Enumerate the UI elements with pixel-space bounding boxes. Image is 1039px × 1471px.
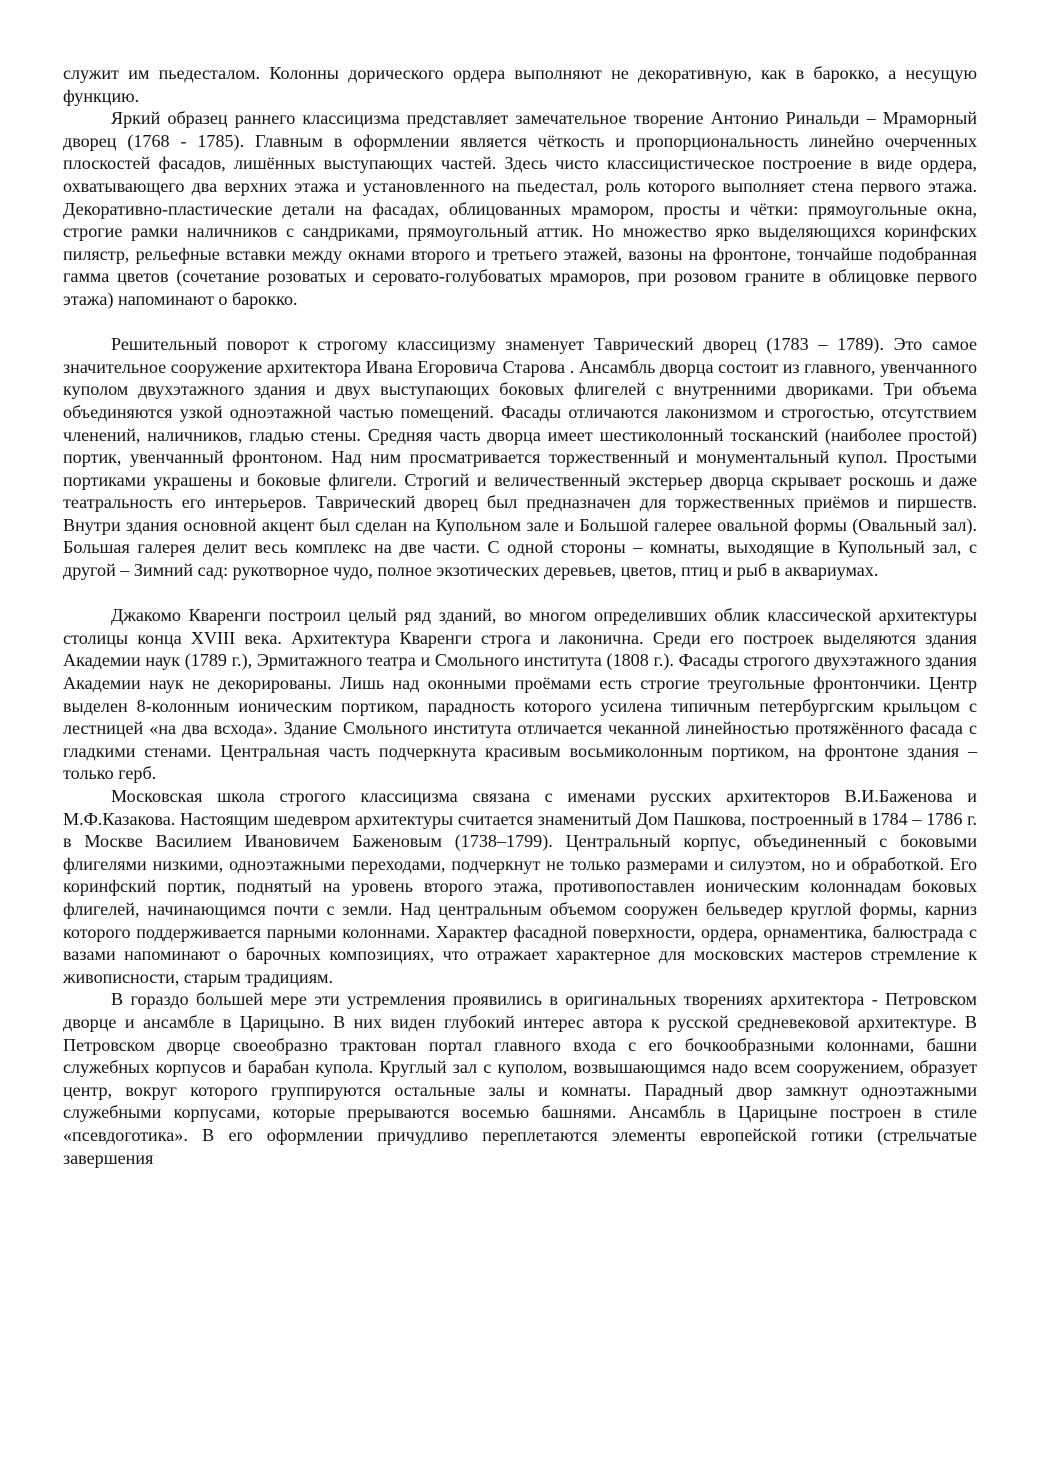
paragraph-quarenghi: Джакомо Кваренги построил целый ряд зданий, во многом определивших облик классической архитектуры столицы конца XVIII века. Архитектура Кваренги строга и лаконична. Среди его построек выделяются здания Академии наук (1789 г.), Эрмитажного театра и Смольного института (1808 г.). Фасады строгого двухэтажного здания Академии наук не декорированы. Лишь над оконными проёмами есть строгие треугольные фронтончики. Центр выделен 8-колонным ионическим портиком, парадность которого усилена типичным петербургским крыльцом с лестницей «на два всхода». Здание Смольного института отличается чеканной линейностью протяжённого фасада с гладкими стенами. Центральная часть подчеркнута красивым восьмиколонным портиком, на фронтоне здания – только герб. xyxy=(63,605,977,784)
document-page xyxy=(63,62,977,1169)
paragraph-doric-columns: служит им пьедесталом. Колонны дорического ордера выполняют не декоративную, как в барокко, а несущую функцию. xyxy=(63,63,977,106)
paragraph-marble-palace: Яркий образец раннего классицизма представляет замечательное творение Антонио Ринальди – Мраморный дворец (1768 - 1785). Главным в оформлении является чёткость и пропорциональность линейно очерченных плоскостей фасадов, лишённых выступающих частей. Здесь чисто классицистическое построение в виде ордера, охватывающего два верхних этажа и установленного на пьедестал, роль которого выполняет стена первого этажа. Декоративно-пластические детали на фасадах, облицованных мрамором, просты и чётки: прямоугольные окна, строгие рамки наличников с сандриками, прямоугольный аттик. Но множество ярко выделяющихся коринфских пилястр, рельефные вставки между окнами второго и третьего этажей, вазоны на фронтоне, тончайше подобранная гамма цветов (сочетание розоватых и серовато-голубоватых мраморов, при розовом граните в облицовке первого этажа) напоминают о барокко. xyxy=(63,108,977,309)
paragraph-moscow-school: Московская школа строгого классицизма связана с именами русских архитекторов В.И.Баженова и М.Ф.Казакова. Настоящим шедевром архитектуры считается знаменитый Дом Пашкова, построенный в 1784 – 1786 г. в Москве Василием Ивановичем Баженовым (1738–1799). Центральный корпус, объединенный с боковыми флигелями низкими, одноэтажными переходами, подчеркнут не только размерами и силуэтом, но и обработкой. Его коринфский портик, поднятый на уровень второго этажа, противопоставлен ионическим колоннадам боковых флигелей, начинающимся почти с земли. Над центральным объемом сооружен бельведер круглой формы, карниз которого поддерживается парными колоннами. Характер фасадной поверхности, ордера, орнаментика, балюстрада с вазами напоминают о барочных композициях, что отражает характерное для московских мастеров стремление к живописности, старым традициям. xyxy=(63,786,977,987)
paragraph-tauride-palace: Решительный поворот к строгому классицизму знаменует Таврический дворец (1783 – 1789). Это самое значительное сооружение архитектора Ивана Егоровича Старова . Ансамбль дворца состоит из главного, увенчанного куполом двухэтажного здания и двух выступающих боковых флигелей с внутренними двориками. Три объема объединяются узкой одноэтажной частью помещений. Фасады отличаются лаконизмом и строгостью, отсутствием членений, наличников, гладью стены. Средняя часть дворца имеет шестиколонный тосканский (наиболее простой) портик, увенчанный фронтоном. Над ним просматривается торжественный и монументальный купол. Простыми портиками украшены и боковые флигели. Строгий и величественный экстерьер дворца скрывает роскошь и даже театральность его интерьеров. Таврический дворец был предназначен для торжественных приёмов и пиршеств. Внутри здания основной акцент был сделан на Купольном зале и Большой галерее овальной формы (Овальный зал). Большая галерея делит весь комплекс на две части. С одной стороны – комнаты, выходящие в Купольный зал, с другой – Зимний сад: рукотворное чудо, полное экзотических деревьев, цветов, птиц и рыб в аквариумах. xyxy=(63,334,977,581)
paragraph-petrovsky-tsaritsyno: В гораздо большей мере эти устремления проявились в оригинальных творениях архитектора - Петровском дворце и ансамбле в Царицыно. В них виден глубокий интерес автора к русской средневековой архитектуре. В Петровском дворце своеобразно трактован портал главного входа с его бочкообразными колоннами, башни служебных корпусов и барабан купола. Круглый зал с куполом, возвышающимся надо всем сооружением, образует центр, вокруг которого группируются остальные залы и комнаты. Парадный двор замкнут одноэтажными служебными корпусами, которые прерываются восемью башнями. Ансамбль в Царицыне построен в стиле «псевдоготика». В его оформлении причудливо переплетаются элементы европейской готики (стрельчатые завершения xyxy=(63,989,977,1168)
